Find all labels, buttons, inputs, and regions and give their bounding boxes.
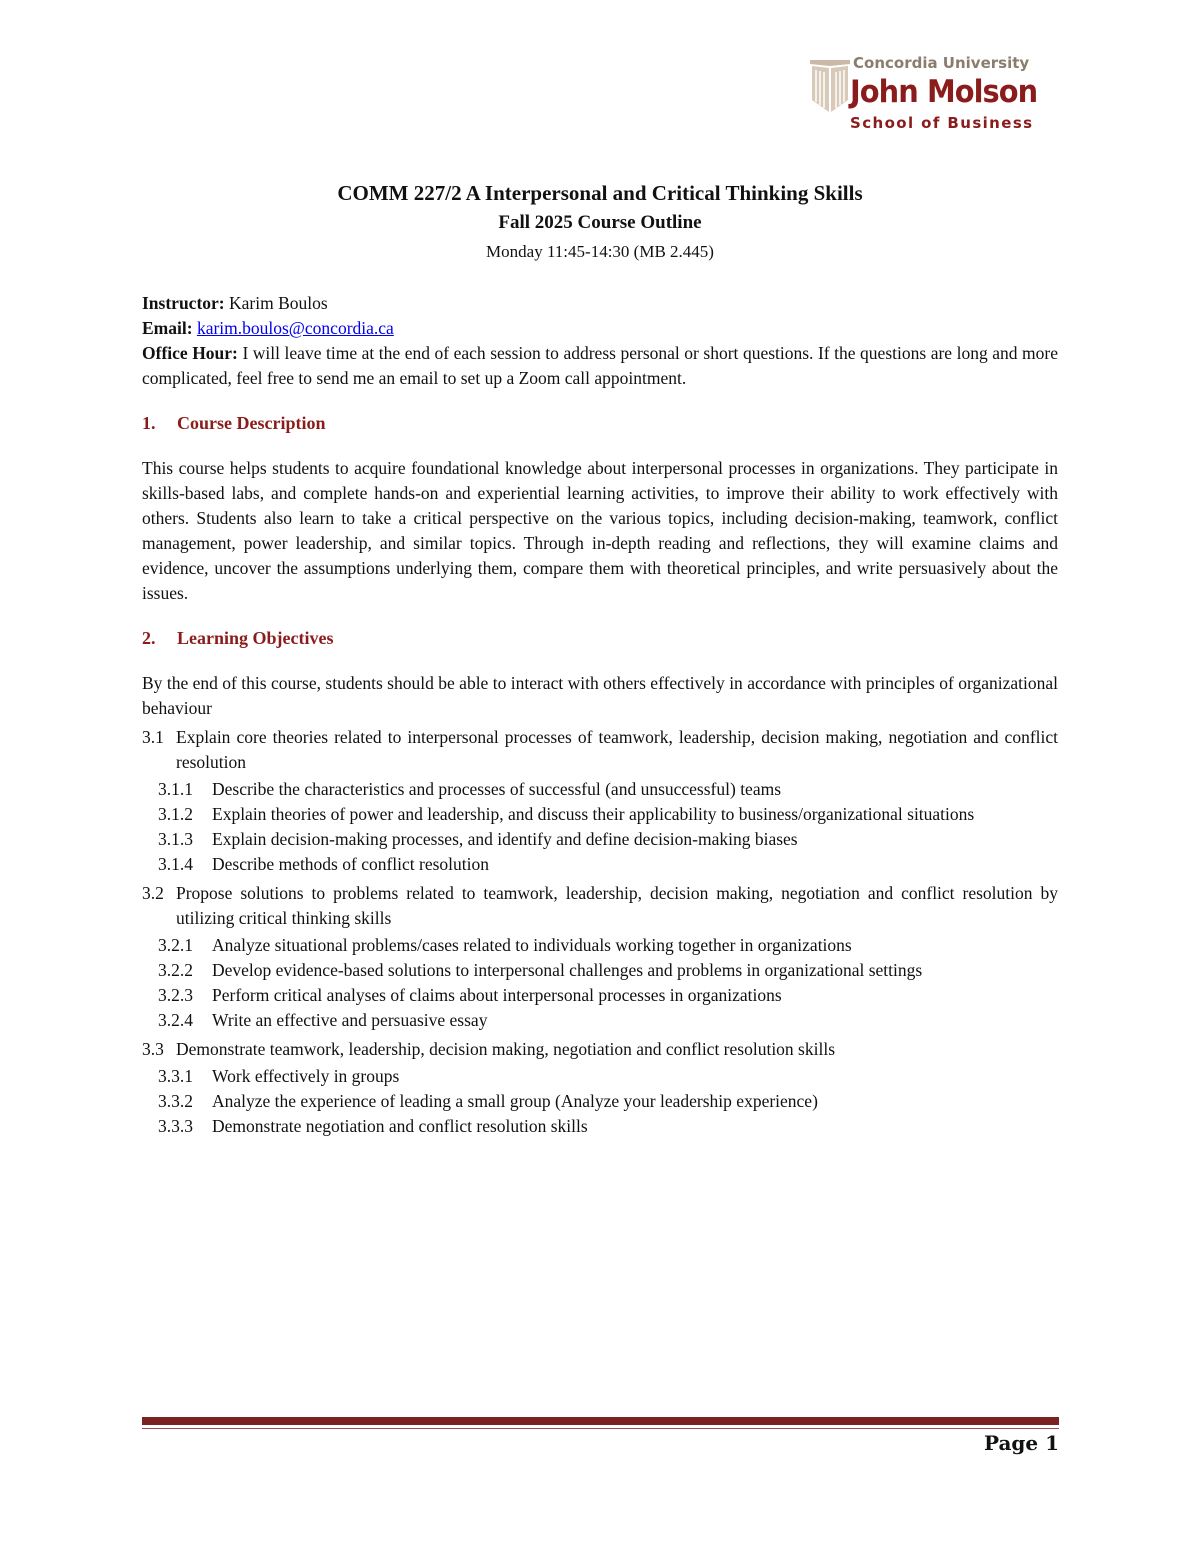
logo-school-name: John Molson (850, 74, 1038, 110)
footer-rule-thin (142, 1428, 1059, 1429)
objective-item (142, 725, 1058, 775)
sub-objective-number: 3.2.3 (158, 985, 193, 1005)
instructor-label: Instructor: (142, 293, 225, 313)
sub-objective-number: 3.2.4 (158, 1010, 193, 1030)
course-description-text: This course helps students to acquire foundational knowledge about interpersonal processes in organizations. They participate in skills-based labs, and complete hands-on and experiential learning activities, to improve their ability to work effectively with others. Students also learn to take a critical perspective on the various topics, including decision-making, teamwork, conflict management, power leadership, and similar topics. Through in-depth reading and reflections, they will examine claims and evidence, uncover the assumptions underlying them, compare them with theoretical principles, and write persuasively about the issues. (142, 458, 1058, 603)
sub-objective-text: Describe the characteristics and processes of successful (and unsuccessful) teams (212, 779, 782, 799)
title-block (0, 178, 1200, 266)
email-link[interactable]: karim.boulos@concordia.ca (196, 318, 394, 338)
sub-objective-text: Perform critical analyses of claims about interpersonal processes in organizations (212, 985, 782, 1005)
section-heading-learning-objectives (142, 626, 1058, 651)
logo-school-subtitle: School of Business (850, 114, 1034, 132)
objective-text: Explain core theories related to interpersonal processes of teamwork, leadership, decision making, negotiation and conflict resolution (176, 727, 1058, 772)
footer-rule (142, 1417, 1059, 1425)
sub-objective-text: Analyze situational problems/cases related to individuals working together in organizations (212, 935, 852, 955)
objective-item (142, 881, 1058, 931)
university-logo (808, 52, 1040, 136)
office-hour-text: I will leave time at the end of each session to address personal or short questions. If the questions are long and more complicated, feel free to send me an email to set up a Zoom call appointment. (142, 343, 1059, 388)
sub-objective-item (158, 827, 1058, 852)
sub-objective-text: Explain decision-making processes, and identify and define decision-making biases (212, 829, 798, 849)
email-line (142, 316, 1058, 341)
email-label: Email: (142, 318, 193, 338)
objective-item (142, 1037, 1058, 1062)
sub-objective-number: 3.1.3 (158, 829, 193, 849)
document-body (142, 291, 1058, 1139)
course-schedule: Monday 11:45-14:30 (MB 2.445) (486, 242, 714, 261)
sub-objective-text: Write an effective and persuasive essay (212, 1010, 488, 1030)
section-heading-course-description (142, 411, 1058, 436)
sub-objective-item (158, 958, 1058, 983)
section-number: 2. (142, 628, 156, 648)
objectives-intro: By the end of this course, students should be able to interact with others effectively in accordance with principles of organizational behaviour (142, 673, 1058, 718)
logo-university-name: Concordia University (853, 54, 1030, 72)
sub-objective-item (158, 1064, 1058, 1089)
sub-objective-number: 3.1.4 (158, 854, 193, 874)
open-book-icon (808, 56, 852, 116)
sub-objective-number: 3.3.1 (158, 1066, 193, 1086)
section-number: 1. (142, 413, 156, 433)
sub-objective-item (158, 1114, 1058, 1139)
page-number: Page 1 (983, 1431, 1059, 1455)
sub-objective-text: Develop evidence-based solutions to interpersonal challenges and problems in organizational settings (212, 960, 923, 980)
sub-objective-number: 3.2.1 (158, 935, 193, 955)
sub-objective-number: 3.1.1 (158, 779, 193, 799)
sub-objective-item (158, 802, 1058, 827)
sub-objective-item (158, 933, 1058, 958)
office-hour-label: Office Hour: (142, 343, 238, 363)
sub-objective-text: Work effectively in groups (212, 1066, 400, 1086)
objective-number: 3.1 (142, 727, 164, 747)
course-subtitle: Fall 2025 Course Outline (498, 212, 702, 233)
sub-objective-item (158, 1089, 1058, 1114)
sub-objective-text: Explain theories of power and leadership, and discuss their applicability to business/organizational situations (212, 804, 975, 824)
office-hour-line (142, 341, 1058, 391)
objective-number: 3.3 (142, 1039, 164, 1059)
sub-objective-number: 3.3.2 (158, 1091, 193, 1111)
objective-number: 3.2 (142, 883, 164, 903)
objective-text: Propose solutions to problems related to teamwork, leadership, decision making, negotiation and conflict resolution by utilizing critical thinking skills (176, 883, 1058, 928)
objective-text: Demonstrate teamwork, leadership, decision making, negotiation and conflict resolution skills (176, 1039, 836, 1059)
sub-objective-text: Analyze the experience of leading a small group (Analyze your leadership experience) (212, 1091, 818, 1111)
section-title: Learning Objectives (177, 628, 334, 648)
course-title: COMM 227/2 A Interpersonal and Critical Thinking Skills (337, 181, 863, 205)
sub-objective-number: 3.1.2 (158, 804, 193, 824)
sub-objective-item (158, 777, 1058, 802)
instructor-line (142, 291, 1058, 316)
instructor-name: Karim Boulos (229, 293, 328, 313)
sub-objective-number: 3.3.3 (158, 1116, 193, 1136)
sub-objective-item (158, 1008, 1058, 1033)
section-title: Course Description (177, 413, 326, 433)
sub-objective-item (158, 983, 1058, 1008)
sub-objective-item (158, 852, 1058, 877)
sub-objective-number: 3.2.2 (158, 960, 193, 980)
sub-objective-text: Demonstrate negotiation and conflict resolution skills (212, 1116, 588, 1136)
sub-objective-text: Describe methods of conflict resolution (212, 854, 490, 874)
